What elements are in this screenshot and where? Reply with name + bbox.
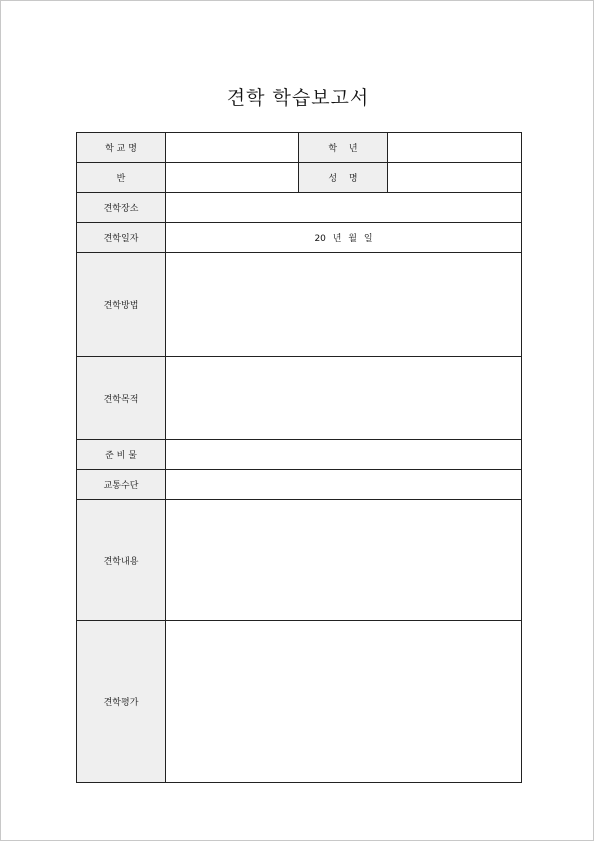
place-label: 견학장소 xyxy=(77,193,166,223)
method-label: 견학방법 xyxy=(77,253,166,357)
purpose-label: 견학목적 xyxy=(77,357,166,440)
row-school-grade xyxy=(77,133,522,163)
place-field[interactable] xyxy=(166,193,522,223)
date-field[interactable]: 20 년 월 일 xyxy=(166,223,522,253)
name-label: 성 명 xyxy=(299,163,388,193)
row-place xyxy=(77,193,522,223)
date-label: 견학일자 xyxy=(77,223,166,253)
name-field[interactable] xyxy=(388,163,522,193)
class-label: 반 xyxy=(77,163,166,193)
row-method xyxy=(77,253,522,357)
report-form-table xyxy=(76,132,522,783)
class-field[interactable] xyxy=(166,163,299,193)
row-transport xyxy=(77,470,522,500)
evaluation-field[interactable] xyxy=(166,621,522,783)
grade-field[interactable] xyxy=(388,133,522,163)
purpose-field[interactable] xyxy=(166,357,522,440)
row-class-name xyxy=(77,163,522,193)
content-label: 견학내용 xyxy=(77,500,166,621)
transport-field[interactable] xyxy=(166,470,522,500)
method-field[interactable] xyxy=(166,253,522,357)
transport-label: 교통수단 xyxy=(77,470,166,500)
supplies-field[interactable] xyxy=(166,440,522,470)
grade-label: 학 년 xyxy=(299,133,388,163)
row-evaluation xyxy=(77,621,522,783)
row-supplies xyxy=(77,440,522,470)
row-date xyxy=(77,223,522,253)
evaluation-label: 견학평가 xyxy=(77,621,166,783)
school-label: 학 교 명 xyxy=(77,133,166,163)
page-title: 견학 학습보고서 xyxy=(226,87,370,109)
school-field[interactable] xyxy=(166,133,299,163)
row-content xyxy=(77,500,522,621)
supplies-label: 준 비 물 xyxy=(77,440,166,470)
row-purpose xyxy=(77,357,522,440)
content-field[interactable] xyxy=(166,500,522,621)
